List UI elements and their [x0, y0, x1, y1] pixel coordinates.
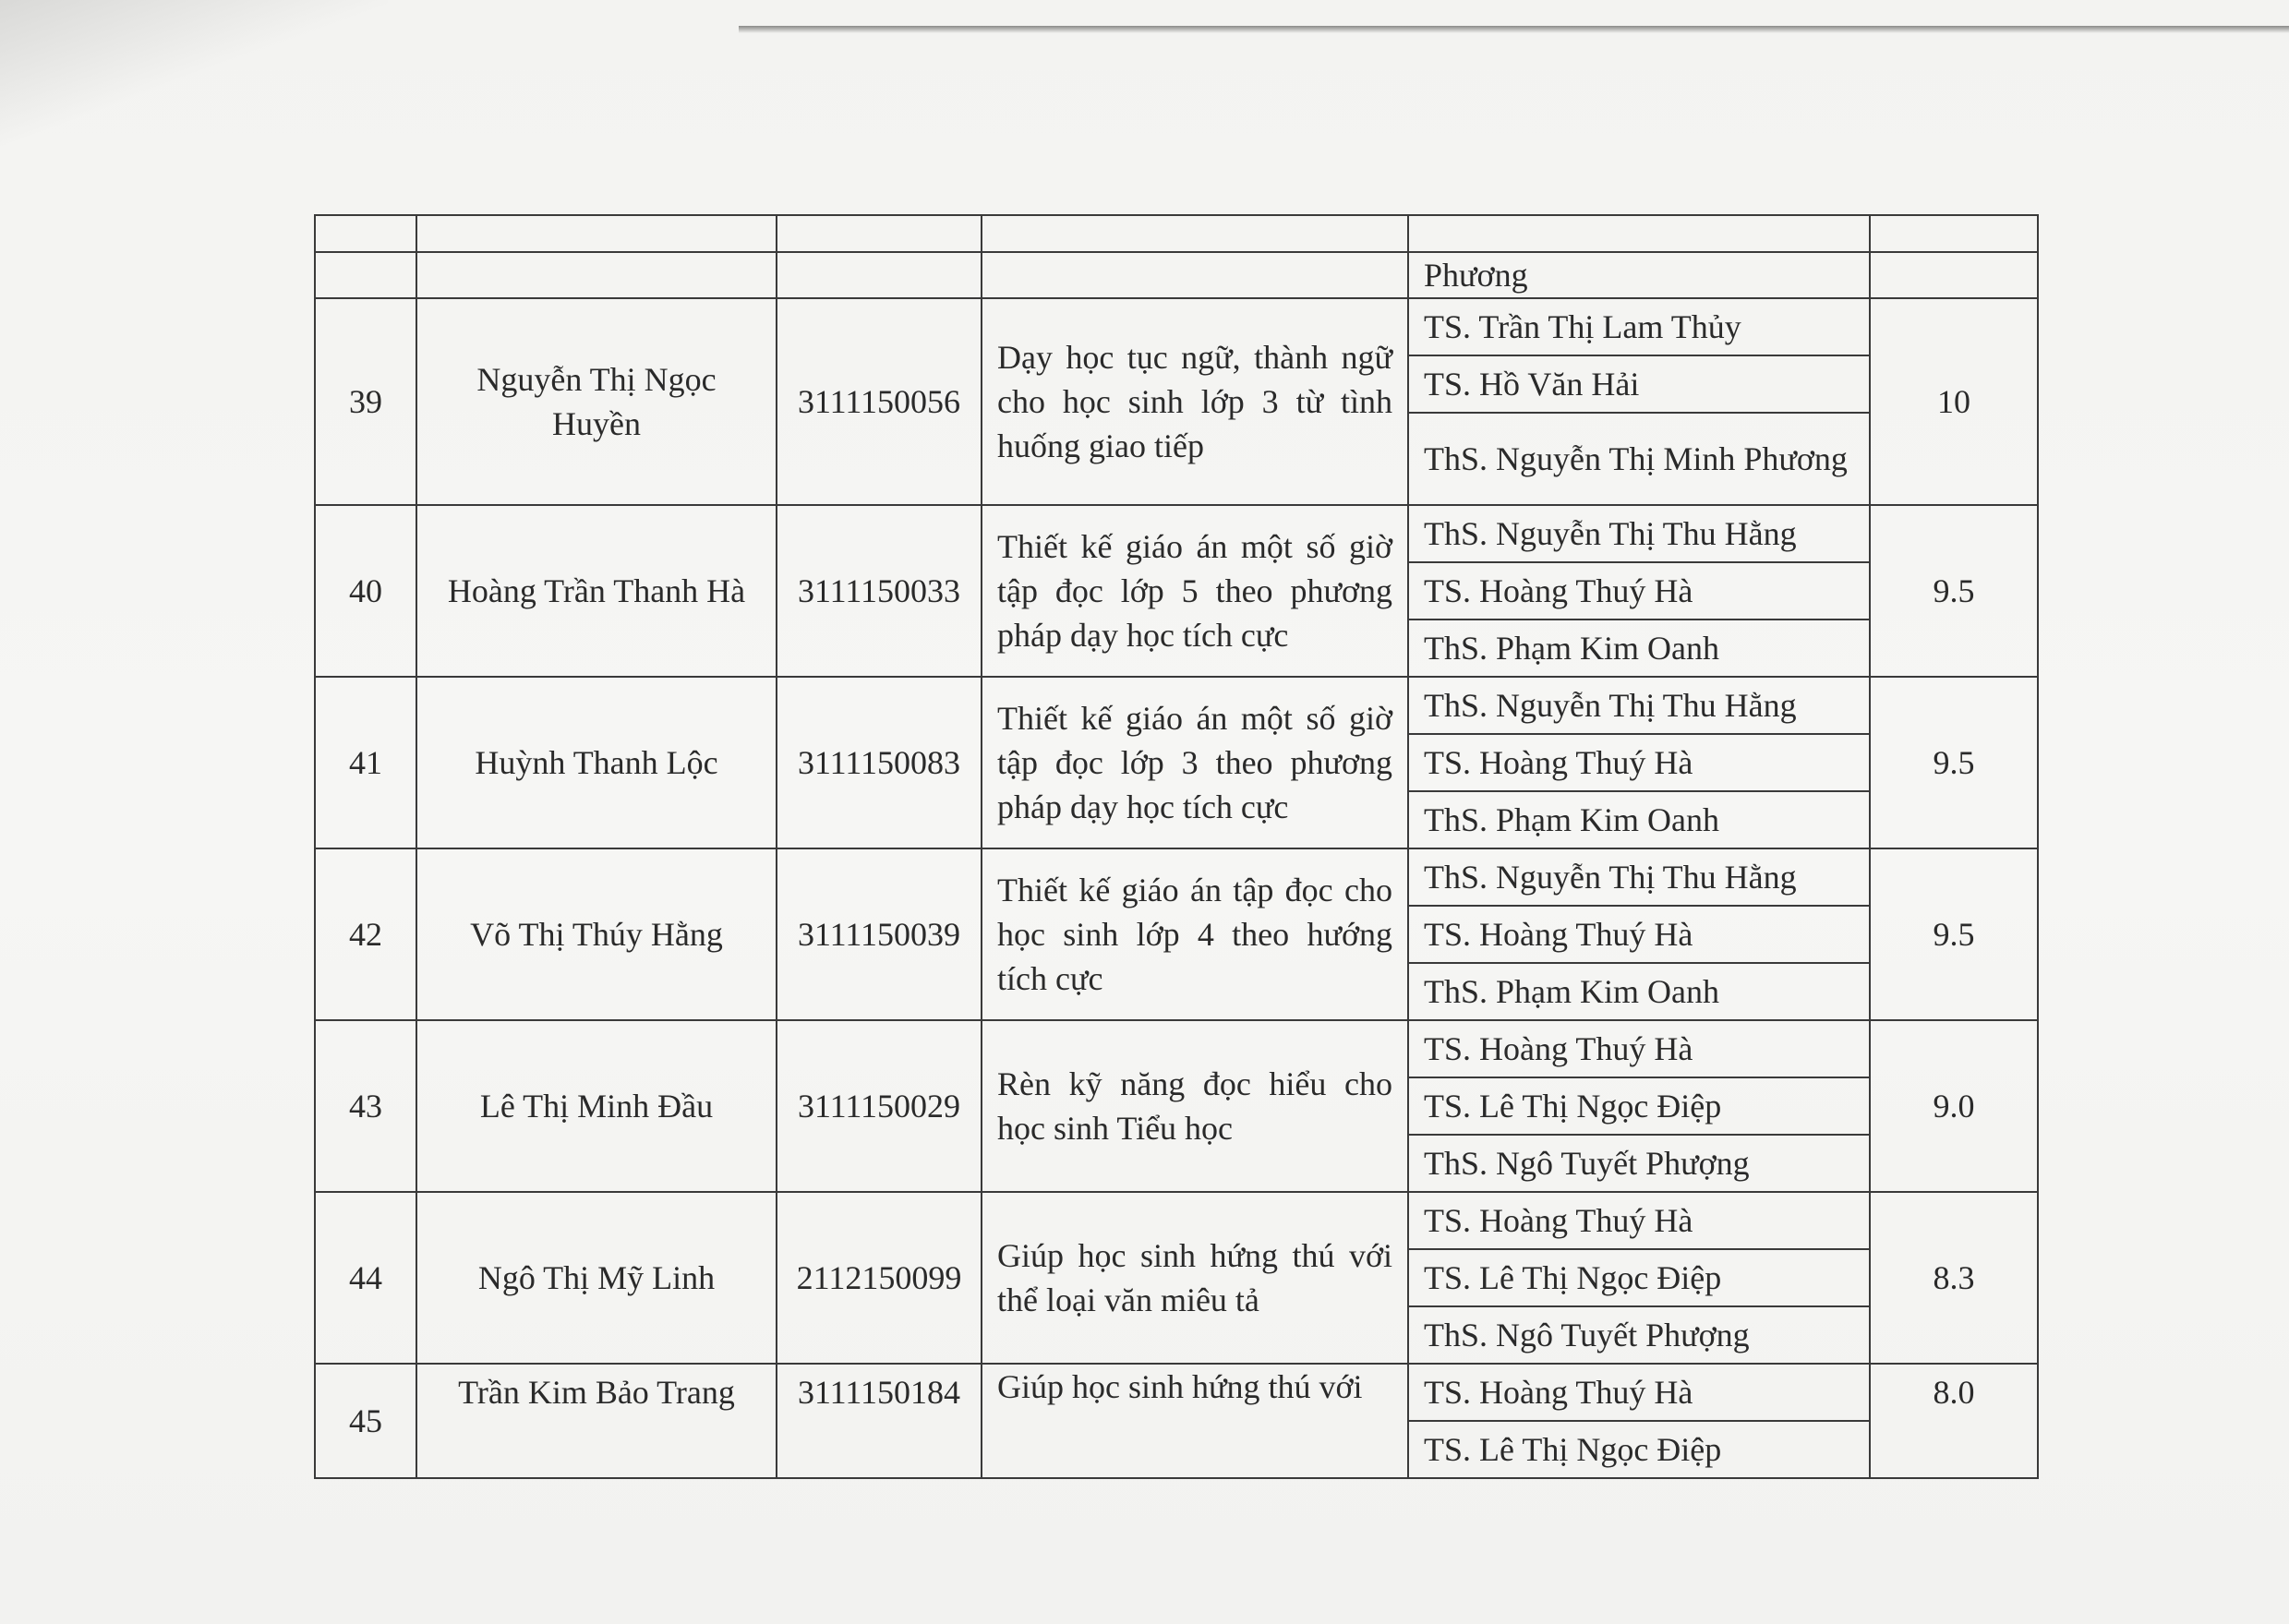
student-name-cell: Võ Thị Thúy Hằng: [416, 848, 777, 1020]
topic-cell: Thiết kế giáo án một số giờ tập đọc lớp 3 theo phương pháp dạy học tích cực: [982, 677, 1408, 848]
score-cell: 9.5: [1870, 677, 2038, 848]
reviewer-cell: TS. Hoàng Thuý Hà: [1408, 734, 1870, 791]
reviewer-cell: ThS. Nguyễn Thị Minh Phương: [1408, 413, 1870, 505]
stt-cell: 42: [315, 848, 416, 1020]
reviewer-cell: ThS. Phạm Kim Oanh: [1408, 963, 1870, 1020]
stt-cell: 45: [315, 1364, 416, 1478]
reviewer-cell: TS. Hoàng Thuý Hà: [1408, 1192, 1870, 1249]
student-id-cell: 3111150184: [777, 1364, 982, 1478]
table-row: [315, 505, 2038, 562]
student-id-cell: 3111150083: [777, 677, 982, 848]
score-cell: 9.5: [1870, 505, 2038, 677]
stt-cell: 41: [315, 677, 416, 848]
topic-cell: Thiết kế giáo án một số giờ tập đọc lớp 5 theo phương pháp dạy học tích cực: [982, 505, 1408, 677]
reviewer-cell: TS. Lê Thị Ngọc Điệp: [1408, 1077, 1870, 1135]
student-name-cell: Trần Kim Bảo Trang: [416, 1364, 777, 1478]
student-id-cell: 3111150056: [777, 298, 982, 505]
score-cell: 10: [1870, 298, 2038, 505]
scan-corner-shadow: [0, 0, 388, 185]
student-id-cell: 3111150029: [777, 1020, 982, 1192]
table-row: [315, 298, 2038, 355]
reviewer-cell: TS. Hoàng Thuý Hà: [1408, 906, 1870, 963]
stt-cell: 39: [315, 298, 416, 505]
reviewer-cell: ThS. Nguyễn Thị Thu Hằng: [1408, 505, 1870, 562]
table-row-continuation: [315, 252, 2038, 298]
reviewer-cell: TS. Lê Thị Ngọc Điệp: [1408, 1421, 1870, 1478]
student-name-cell: Lê Thị Minh Đầu: [416, 1020, 777, 1192]
reviewer-cell: TS. Hồ Văn Hải: [1408, 355, 1870, 413]
reviewer-cell: ThS. Nguyễn Thị Thu Hằng: [1408, 677, 1870, 734]
topic-cell: Thiết kế giáo án tập đọc cho học sinh lớp 4 theo hướng tích cực: [982, 848, 1408, 1020]
reviewer-cell: ThS. Ngô Tuyết Phượng: [1408, 1135, 1870, 1192]
reviewer-cell: TS. Trần Thị Lam Thủy: [1408, 298, 1870, 355]
table-row: [315, 1192, 2038, 1249]
student-id-cell: 3111150039: [777, 848, 982, 1020]
reviewer-cell: Phương: [1408, 252, 1870, 298]
table-row: [315, 1020, 2038, 1077]
student-name-cell: Huỳnh Thanh Lộc: [416, 677, 777, 848]
student-id-cell: 3111150033: [777, 505, 982, 677]
table-header-strip: [315, 215, 2038, 252]
reviewer-cell: ThS. Nguyễn Thị Thu Hằng: [1408, 848, 1870, 906]
score-cell: 8.3: [1870, 1192, 2038, 1364]
score-cell: 9.0: [1870, 1020, 2038, 1192]
reviewer-cell: TS. Hoàng Thuý Hà: [1408, 1020, 1870, 1077]
topic-cell: Giúp học sinh hứng thú với: [982, 1364, 1408, 1478]
reviewer-cell: TS. Hoàng Thuý Hà: [1408, 562, 1870, 620]
student-name-cell: Nguyễn Thị Ngọc Huyền: [416, 298, 777, 505]
stt-cell: 43: [315, 1020, 416, 1192]
score-cell: 8.0: [1870, 1364, 2038, 1478]
score-cell: 9.5: [1870, 848, 2038, 1020]
table-row: [315, 1364, 2038, 1421]
student-id-cell: 2112150099: [777, 1192, 982, 1364]
stt-cell: 40: [315, 505, 416, 677]
table-row: [315, 848, 2038, 906]
reviewer-cell: ThS. Ngô Tuyết Phượng: [1408, 1306, 1870, 1364]
topic-cell: Giúp học sinh hứng thú với thể loại văn miêu tả: [982, 1192, 1408, 1364]
topic-cell: Rèn kỹ năng đọc hiểu cho học sinh Tiểu học: [982, 1020, 1408, 1192]
thesis-grades-table: [314, 214, 2039, 1479]
scan-top-edge: [739, 26, 2289, 33]
reviewer-cell: TS. Hoàng Thuý Hà: [1408, 1364, 1870, 1421]
stt-cell: 44: [315, 1192, 416, 1364]
student-name-cell: Ngô Thị Mỹ Linh: [416, 1192, 777, 1364]
table-row: [315, 677, 2038, 734]
reviewer-cell: ThS. Phạm Kim Oanh: [1408, 791, 1870, 848]
topic-cell: Dạy học tục ngữ, thành ngữ cho học sinh lớp 3 từ tình huống giao tiếp: [982, 298, 1408, 505]
student-name-cell: Hoàng Trần Thanh Hà: [416, 505, 777, 677]
reviewer-cell: TS. Lê Thị Ngọc Điệp: [1408, 1249, 1870, 1306]
reviewer-cell: ThS. Phạm Kim Oanh: [1408, 620, 1870, 677]
